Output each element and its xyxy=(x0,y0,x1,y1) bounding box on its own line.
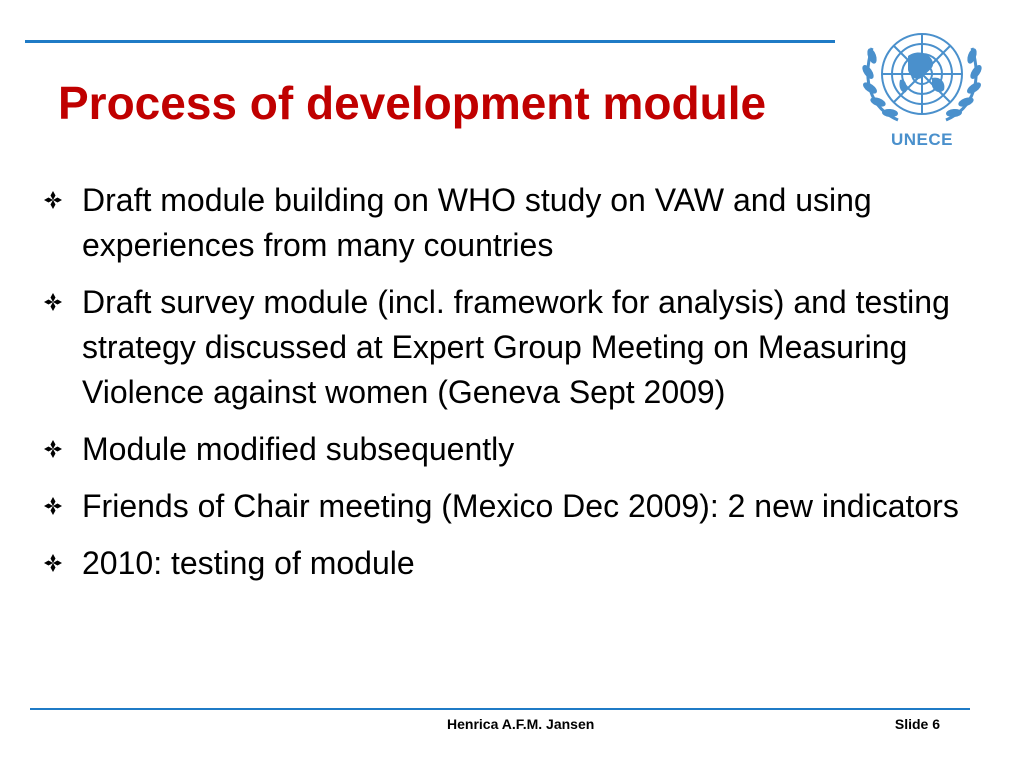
list-item xyxy=(40,541,975,586)
bullet-text: Module modified subsequently xyxy=(82,431,515,467)
un-emblem-icon xyxy=(858,20,986,128)
bullet-text: Draft module building on WHO study on VAW and using experiences from many countries xyxy=(82,182,872,263)
logo-label: UNECE xyxy=(890,130,953,149)
footer-author: Henrica A.F.M. Jansen xyxy=(447,716,595,732)
slide-title: Process of development module xyxy=(58,77,767,129)
unece-logo xyxy=(858,20,988,158)
bullet-text: Draft survey module (incl. framework for analysis) and testing strategy discussed at Expert Group Meeting on Measuring Violence against women (Geneva Sept 2009) xyxy=(82,284,950,410)
four-diamond-bullet-icon xyxy=(44,191,62,209)
bullet-text: 2010: testing of module xyxy=(82,545,415,581)
list-item xyxy=(40,178,975,268)
list-item xyxy=(40,484,975,529)
four-diamond-bullet-icon xyxy=(44,497,62,515)
four-diamond-bullet-icon xyxy=(44,440,62,458)
top-divider xyxy=(25,40,835,43)
slide-number: Slide 6 xyxy=(894,716,940,732)
four-diamond-bullet-icon xyxy=(44,554,62,572)
four-diamond-bullet-icon xyxy=(44,293,62,311)
list-item xyxy=(40,427,975,472)
bullet-list xyxy=(40,178,975,598)
bullet-text: Friends of Chair meeting (Mexico Dec 2009): 2 new indicators xyxy=(82,488,959,524)
list-item xyxy=(40,280,975,415)
bottom-divider xyxy=(30,708,970,710)
